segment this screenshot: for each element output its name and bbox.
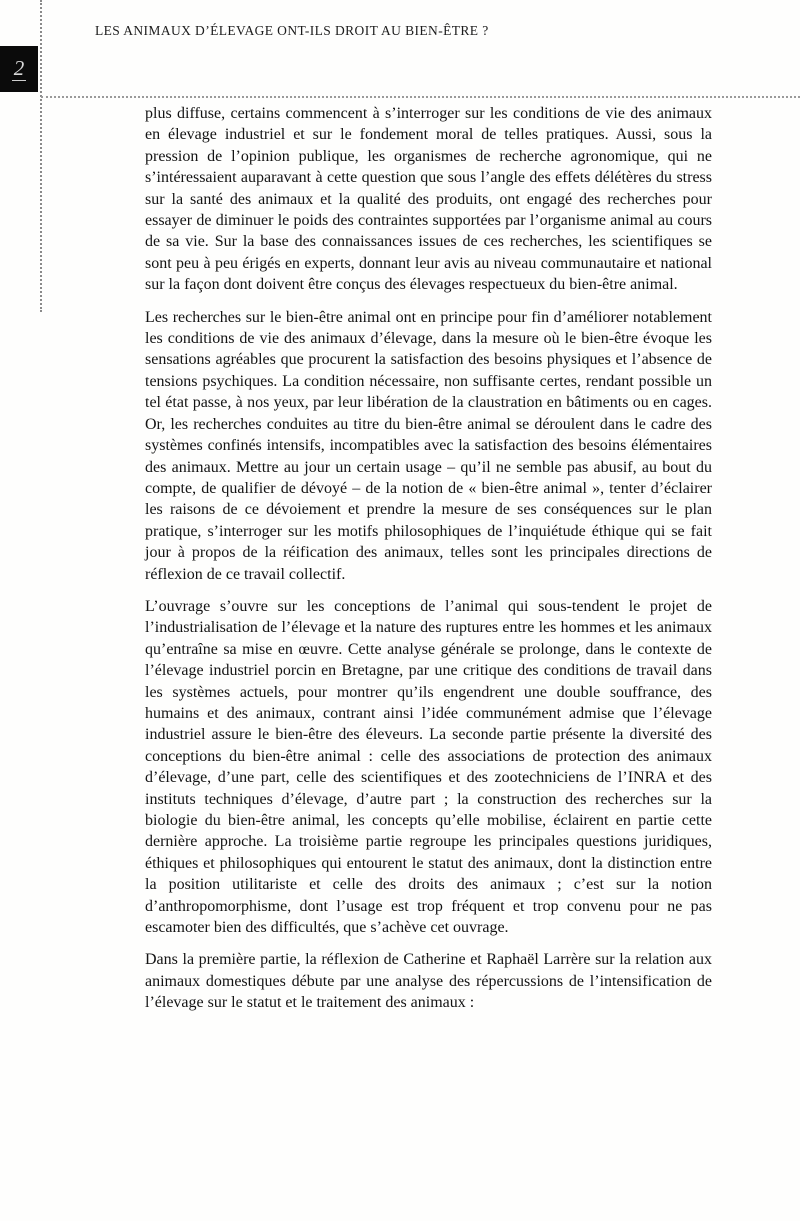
body-text-column	[145, 103, 712, 1014]
running-title: LES ANIMAUX D’ÉLEVAGE ONT-ILS DROIT AU BIEN-ÊTRE ?	[95, 23, 489, 38]
paragraph: plus diffuse, certains commencent à s’interroger sur les conditions de vie des animaux en élevage industriel et sur le fondement moral de telles pratiques. Aussi, sous la pression de l’opinion publique, les organismes de recherche agronomique, qui ne s’intéressaient auparavant à cette question que sous l’angle des effets délétères du stress sur la santé des animaux et la qualité des produits, ont engagé des recherches pour essayer de diminuer le poids des contraintes supportées par l’organisme animal au cours de sa vie. Sur la base des connaissances issues de ces recherches, les scientifiques se sont peu à peu érigés en experts, donnant leur avis au niveau communautaire et national sur la façon dont doivent être conçus des élevages respectueux du bien-être animal.	[145, 105, 712, 294]
header-dotted-line-horizontal	[41, 96, 800, 98]
paragraph: L’ouvrage s’ouvre sur les conceptions de l’animal qui sous-tendent le projet de l’industrialisation de l’élevage et la nature des ruptures entre les hommes et les animaux qu’entraîne sa mise en œuvre. Cette analyse générale se prolonge, dans le contexte de l’élevage industriel porcin en Bretagne, par une critique des conditions de travail dans les systèmes actuels, pour montrer qu’ils engendrent une double souffrance, des humains et des animaux, contrant ainsi l’idée communément admise que l’élevage industriel assure le bien-être des éleveurs. La seconde partie présente la diversité des conceptions du bien-être animal : celle des associations de protection des animaux d’élevage, d’une part, celle des scientifiques et des zootechniciens de l’INRA et des instituts techniques d’élevage, d’autre part ; la construction des recherches sur la biologie du bien-être animal, les concepts qu’elle mobilise, éclairent en partie cette dernière approche. La troisième partie regroupe les principales questions juridiques, éthiques et philosophiques qui entourent le statut des animaux, dont la distinction entre la position utilitariste et celle des droits des animaux ; c’est sur la notion d’anthropomorphisme, dont l’usage est trop fréquent et trop convenu pour ne pas escamoter bien des difficultés, que s’achève cet ouvrage.	[145, 597, 712, 937]
paragraph: Les recherches sur le bien-être animal ont en principe pour fin d’améliorer notablement les conditions de vie des animaux d’élevage, dans la mesure où le bien-être évoque les sensations agréables que procurent la satisfaction des besoins physiques et l’absence de tensions psychiques. La condition nécessaire, non suffisante certes, rendant possible un tel état passe, à nos yeux, par leur libération de la claustration en bâtiments ou en cages. Or, les recherches conduites au titre du bien-être animal se déroulent dans le cadre des systèmes confinés intensifs, incompatibles avec la satisfaction des besoins élémentaires des animaux. Mettre au jour un certain usage – qu’il ne semble pas abusif, au bout du compte, de qualifier de dévoyé – de la notion de « bien-être animal », tenter d’éclairer les raisons de ce dévoiement et prendre la mesure de ses conséquences sur le plan pratique, s’interroger sur les motifs philosophiques de l’inquiétude éthique qui se fait jour à propos de la réification des animaux, telles sont les principales directions de réflexion de ce travail collectif.	[145, 308, 712, 583]
page-number-tab	[0, 46, 38, 92]
page-number: 2	[13, 55, 25, 80]
paragraph: Dans la première partie, la réflexion de Catherine et Raphaël Larrère sur la relation aux animaux domestiques débute par une analyse des répercussions de l’intensification de l’élevage sur le statut et le traitement des animaux :	[145, 951, 712, 1012]
margin-dotted-line-vertical	[40, 0, 42, 312]
